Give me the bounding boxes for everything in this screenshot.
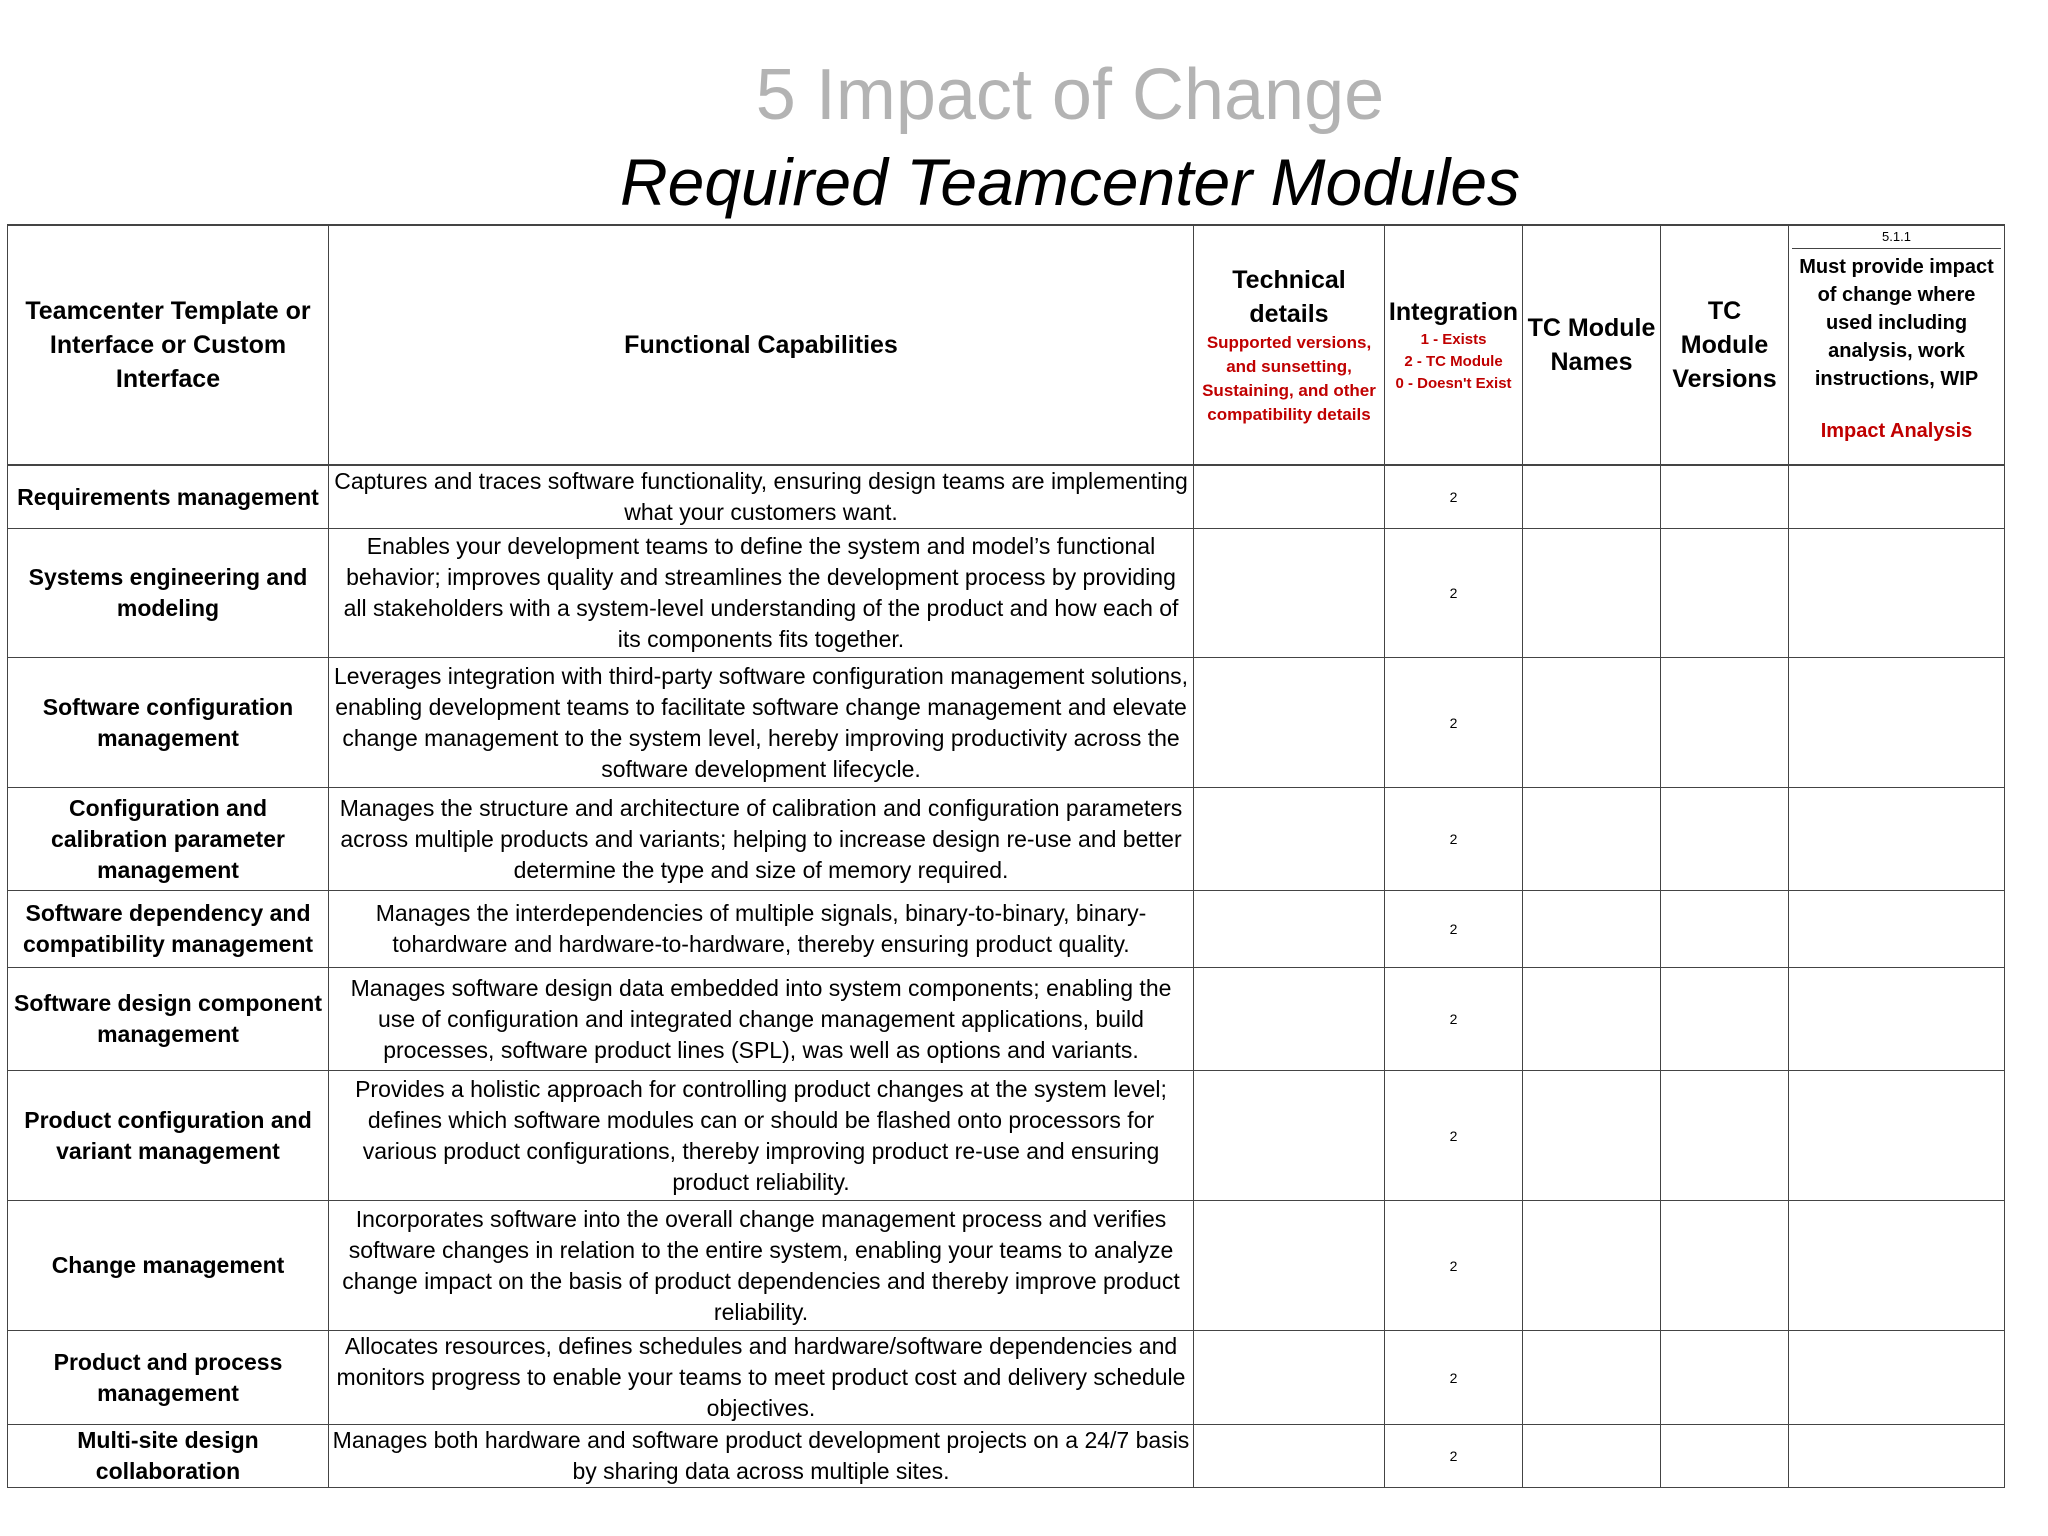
row-integration: 2: [1385, 465, 1523, 529]
col-header-integration: Integration 1 - Exists 2 - TC Module 0 - Doesn't Exist: [1385, 225, 1523, 465]
row-impact-cell: [1789, 968, 2005, 1071]
row-integration: 2: [1385, 1071, 1523, 1201]
row-integration: 2: [1385, 891, 1523, 968]
row-technical-cell: [1194, 1071, 1385, 1201]
row-technical-cell: [1194, 788, 1385, 891]
row-module-names-cell: [1523, 1071, 1661, 1201]
row-technical-cell: [1194, 891, 1385, 968]
row-impact-cell: [1789, 1201, 2005, 1331]
row-capability: Provides a holistic approach for controlling product changes at the system level; defines which software modules can or should be flashed onto processors for various product configurations, thereby improving product re-use and ensuring product reliability.: [329, 1071, 1194, 1201]
technical-note: Supported versions, and sunsetting, Sustaining, and other compatibility details: [1202, 333, 1376, 424]
row-technical-cell: [1194, 968, 1385, 1071]
row-technical-cell: [1194, 529, 1385, 658]
row-module-versions-cell: [1661, 1201, 1789, 1331]
row-module-names-cell: [1523, 1201, 1661, 1331]
row-capability: Leverages integration with third-party software configuration management solutions, enabling development teams to facilitate software change management and elevate change management to the system level, hereby improving productivity across the software development lifecycle.: [329, 658, 1194, 788]
page-title: 5 Impact of Change: [755, 55, 1385, 135]
table-row: [8, 465, 2005, 529]
table-row: [8, 529, 2005, 658]
row-module-versions-cell: [1661, 968, 1789, 1071]
row-capability: Manages both hardware and software product development projects on a 24/7 basis by sharing data across multiple sites.: [329, 1425, 1194, 1488]
table-row: [8, 1201, 2005, 1331]
row-label: Product and process management: [8, 1331, 329, 1425]
row-impact-cell: [1789, 788, 2005, 891]
table-row: [8, 788, 2005, 891]
col-header-template: Teamcenter Template or Interface or Custom Interface: [8, 225, 329, 465]
row-module-versions-cell: [1661, 1425, 1789, 1488]
row-label: Multi-site design collaboration: [8, 1425, 329, 1488]
row-module-names-cell: [1523, 465, 1661, 529]
row-capability: Captures and traces software functionality, ensuring design teams are implementing what your customers want.: [329, 465, 1194, 529]
row-module-versions-cell: [1661, 1071, 1789, 1201]
row-label: Product configuration and variant management: [8, 1071, 329, 1201]
row-impact-cell: [1789, 529, 2005, 658]
integration-legend-exists: 1 - Exists: [1420, 331, 1487, 348]
header-row: [8, 225, 2005, 465]
col-header-module-versions: TC Module Versions: [1661, 225, 1789, 465]
col-header-capabilities: Functional Capabilities: [329, 225, 1194, 465]
row-label: Requirements management: [8, 465, 329, 529]
row-module-versions-cell: [1661, 465, 1789, 529]
row-label: Systems engineering and modeling: [8, 529, 329, 658]
row-label: Software configuration management: [8, 658, 329, 788]
row-technical-cell: [1194, 1425, 1385, 1488]
row-module-names-cell: [1523, 788, 1661, 891]
row-integration: 2: [1385, 968, 1523, 1071]
page-subtitle: Required Teamcenter Modules: [619, 145, 1521, 219]
row-module-names-cell: [1523, 529, 1661, 658]
table-row: [8, 891, 2005, 968]
row-label: Software design component management: [8, 968, 329, 1071]
row-technical-cell: [1194, 1201, 1385, 1331]
col-header-impact: [1789, 225, 2005, 465]
row-module-names-cell: [1523, 1331, 1661, 1425]
row-capability: Manages the interdependencies of multiple signals, binary-to-binary, binary-tohardware and hardware-to-hardware, thereby ensuring product quality.: [329, 891, 1194, 968]
table-row: [8, 1331, 2005, 1425]
row-module-names-cell: [1523, 1425, 1661, 1488]
row-integration: 2: [1385, 529, 1523, 658]
row-impact-cell: [1789, 1071, 2005, 1201]
impact-code: 5.1.1: [1792, 226, 2001, 249]
col-header-module-names: TC Module Names: [1523, 225, 1661, 465]
row-impact-cell: [1789, 658, 2005, 788]
row-technical-cell: [1194, 658, 1385, 788]
table-row: [8, 1071, 2005, 1201]
impact-requirement: Must provide impact of change where used including analysis, work instructions, WIP: [1799, 256, 1994, 390]
row-integration: 2: [1385, 658, 1523, 788]
row-integration: 2: [1385, 1425, 1523, 1488]
row-label: Configuration and calibration parameter management: [8, 788, 329, 891]
row-module-versions-cell: [1661, 658, 1789, 788]
row-integration: 2: [1385, 788, 1523, 891]
row-module-versions-cell: [1661, 1331, 1789, 1425]
row-integration: 2: [1385, 1201, 1523, 1331]
row-module-names-cell: [1523, 658, 1661, 788]
row-capability: Manages software design data embedded into system components; enabling the use of configuration and integrated change management applications, build processes, software product lines (SPL), was well as options and variants.: [329, 968, 1194, 1071]
integration-legend-tc-module: 2 - TC Module: [1404, 353, 1503, 370]
row-capability: Allocates resources, defines schedules and hardware/software dependencies and monitors progress to enable your teams to meet product cost and delivery schedule objectives.: [329, 1331, 1194, 1425]
table-row: [8, 1425, 2005, 1488]
row-integration: 2: [1385, 1331, 1523, 1425]
modules-table: [7, 224, 2005, 1488]
row-impact-cell: [1789, 891, 2005, 968]
table-row: [8, 968, 2005, 1071]
integration-legend-missing: 0 - Doesn't Exist: [1395, 375, 1512, 392]
table-row: [8, 658, 2005, 788]
row-module-names-cell: [1523, 891, 1661, 968]
row-impact-cell: [1789, 1425, 2005, 1488]
row-capability: Enables your development teams to define the system and model’s functional behavior; improves quality and streamlines the development process by providing all stakeholders with a system-level understanding of the product and how each of its components fits together.: [329, 529, 1194, 658]
row-module-versions-cell: [1661, 788, 1789, 891]
impact-analysis-label: Impact Analysis: [1820, 420, 1973, 442]
row-capability: Manages the structure and architecture of calibration and configuration parameters across multiple products and variants; helping to increase design re-use and better determine the type and size of memory required.: [329, 788, 1194, 891]
row-impact-cell: [1789, 1331, 2005, 1425]
col-header-technical: Technical details Supported versions, and sunsetting, Sustaining, and other compatibility details: [1194, 225, 1385, 465]
row-module-versions-cell: [1661, 891, 1789, 968]
row-module-names-cell: [1523, 968, 1661, 1071]
row-technical-cell: [1194, 1331, 1385, 1425]
row-technical-cell: [1194, 465, 1385, 529]
row-label: Software dependency and compatibility management: [8, 891, 329, 968]
row-capability: Incorporates software into the overall change management process and verifies software changes in relation to the entire system, enabling your teams to analyze change impact on the basis of product dependencies and thereby improve product reliability.: [329, 1201, 1194, 1331]
row-label: Change management: [8, 1201, 329, 1331]
row-module-versions-cell: [1661, 529, 1789, 658]
row-impact-cell: [1789, 465, 2005, 529]
